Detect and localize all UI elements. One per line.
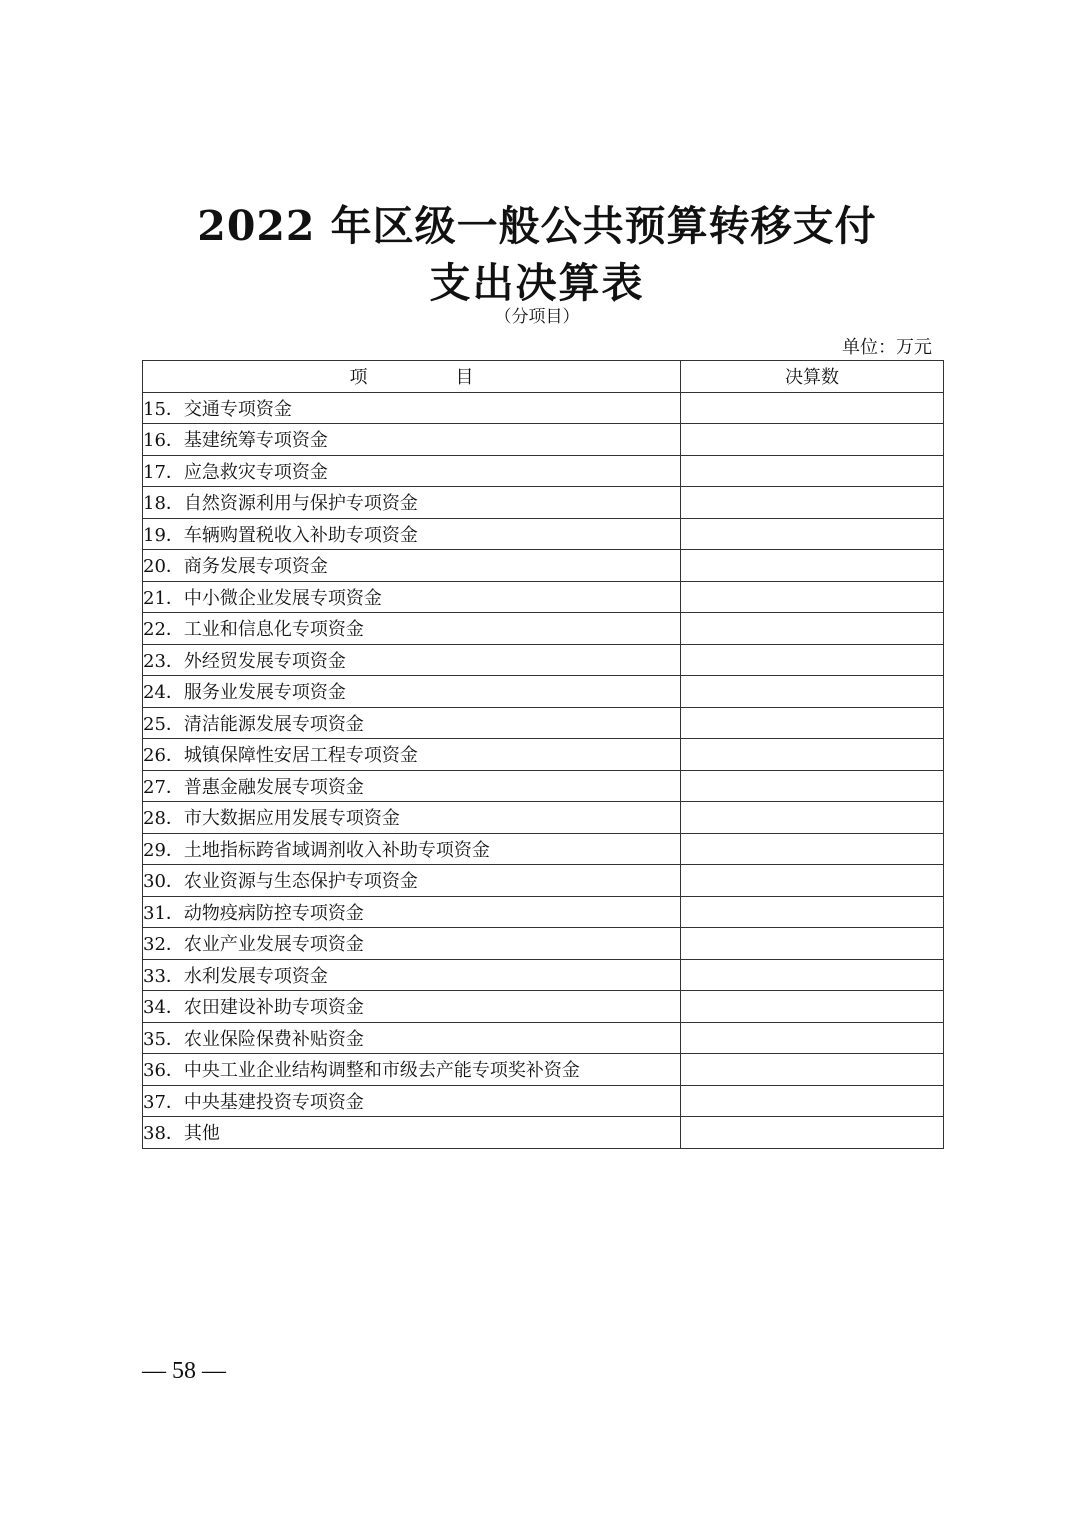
table-cell-amount [681, 487, 944, 519]
table-cell-item: 20．商务发展专项资金 [143, 550, 681, 582]
table-cell-item: 22．工业和信息化专项资金 [143, 613, 681, 645]
table-cell-amount [681, 770, 944, 802]
table-cell-amount [681, 896, 944, 928]
table-row [143, 676, 944, 708]
table-cell-amount [681, 928, 944, 960]
table-cell-item: 36．中央工业企业结构调整和市级去产能专项奖补资金 [143, 1054, 681, 1086]
table-cell-item: 32．农业产业发展专项资金 [143, 928, 681, 960]
unit-label: 单位：万元 [842, 337, 932, 358]
table-row [143, 739, 944, 771]
table-row [143, 802, 944, 834]
table-cell-amount [681, 581, 944, 613]
table-cell-item: 34．农田建设补助专项资金 [143, 991, 681, 1023]
table-row [143, 865, 944, 897]
table-row [143, 1117, 944, 1149]
table-cell-item: 18．自然资源利用与保护专项资金 [143, 487, 681, 519]
table-row [143, 991, 944, 1023]
table-cell-item: 30．农业资源与生态保护专项资金 [143, 865, 681, 897]
column-header-item-part2: 目 [455, 367, 474, 389]
table-cell-item: 15．交通专项资金 [143, 392, 681, 424]
table-cell-amount [681, 707, 944, 739]
table-row [143, 928, 944, 960]
table-cell-amount [681, 959, 944, 991]
table-row [143, 613, 944, 645]
page-number: — 58 — [142, 1358, 226, 1384]
column-header-amount: 决算数 [681, 361, 944, 393]
table-cell-amount [681, 1117, 944, 1149]
table-row [143, 392, 944, 424]
table-cell-amount [681, 550, 944, 582]
table-cell-amount [681, 392, 944, 424]
table-cell-item: 19．车辆购置税收入补助专项资金 [143, 518, 681, 550]
table-row [143, 581, 944, 613]
table-cell-amount [681, 739, 944, 771]
table-cell-amount [681, 802, 944, 834]
table-row [143, 550, 944, 582]
table-cell-item: 21．中小微企业发展专项资金 [143, 581, 681, 613]
page-subtitle: （分项目） [494, 307, 580, 327]
column-header-item-part1: 项 [349, 367, 368, 389]
table-cell-item: 28．市大数据应用发展专项资金 [143, 802, 681, 834]
table-row [143, 644, 944, 676]
budget-table [142, 360, 944, 1149]
table-cell-item: 33．水利发展专项资金 [143, 959, 681, 991]
table-cell-item: 29．土地指标跨省域调剂收入补助专项资金 [143, 833, 681, 865]
table-row [143, 424, 944, 456]
table-cell-amount [681, 613, 944, 645]
table-cell-item: 24．服务业发展专项资金 [143, 676, 681, 708]
column-header-item [143, 361, 681, 393]
table-cell-amount [681, 1085, 944, 1117]
table-body [143, 392, 944, 1148]
table-cell-item: 31．动物疫病防控专项资金 [143, 896, 681, 928]
table-cell-amount [681, 833, 944, 865]
table-cell-amount [681, 865, 944, 897]
table-cell-amount [681, 1054, 944, 1086]
table-row [143, 833, 944, 865]
table-cell-amount [681, 455, 944, 487]
table-cell-amount [681, 644, 944, 676]
table-cell-item: 23．外经贸发展专项资金 [143, 644, 681, 676]
table-cell-item: 38．其他 [143, 1117, 681, 1149]
table-row [143, 455, 944, 487]
table-row [143, 896, 944, 928]
table-cell-amount [681, 676, 944, 708]
table-row [143, 1022, 944, 1054]
table-row [143, 770, 944, 802]
table-cell-item: 17．应急救灾专项资金 [143, 455, 681, 487]
table-cell-item: 16．基建统筹专项资金 [143, 424, 681, 456]
table-cell-item: 37．中央基建投资专项资金 [143, 1085, 681, 1117]
table-row [143, 1054, 944, 1086]
table-cell-amount [681, 991, 944, 1023]
table-cell-item: 25．清洁能源发展专项资金 [143, 707, 681, 739]
table-cell-amount [681, 518, 944, 550]
table-row [143, 1085, 944, 1117]
table-cell-amount [681, 1022, 944, 1054]
table-row [143, 518, 944, 550]
table-cell-amount [681, 424, 944, 456]
table-cell-item: 26．城镇保障性安居工程专项资金 [143, 739, 681, 771]
page-title-line1: 2022 年区级一般公共预算转移支付 [197, 202, 877, 250]
table-cell-item: 35．农业保险保费补贴资金 [143, 1022, 681, 1054]
table-row [143, 487, 944, 519]
table-row [143, 959, 944, 991]
table-header-row [143, 361, 944, 393]
table-cell-item: 27．普惠金融发展专项资金 [143, 770, 681, 802]
table-row [143, 707, 944, 739]
page-title-line2: 支出决算表 [429, 259, 645, 307]
